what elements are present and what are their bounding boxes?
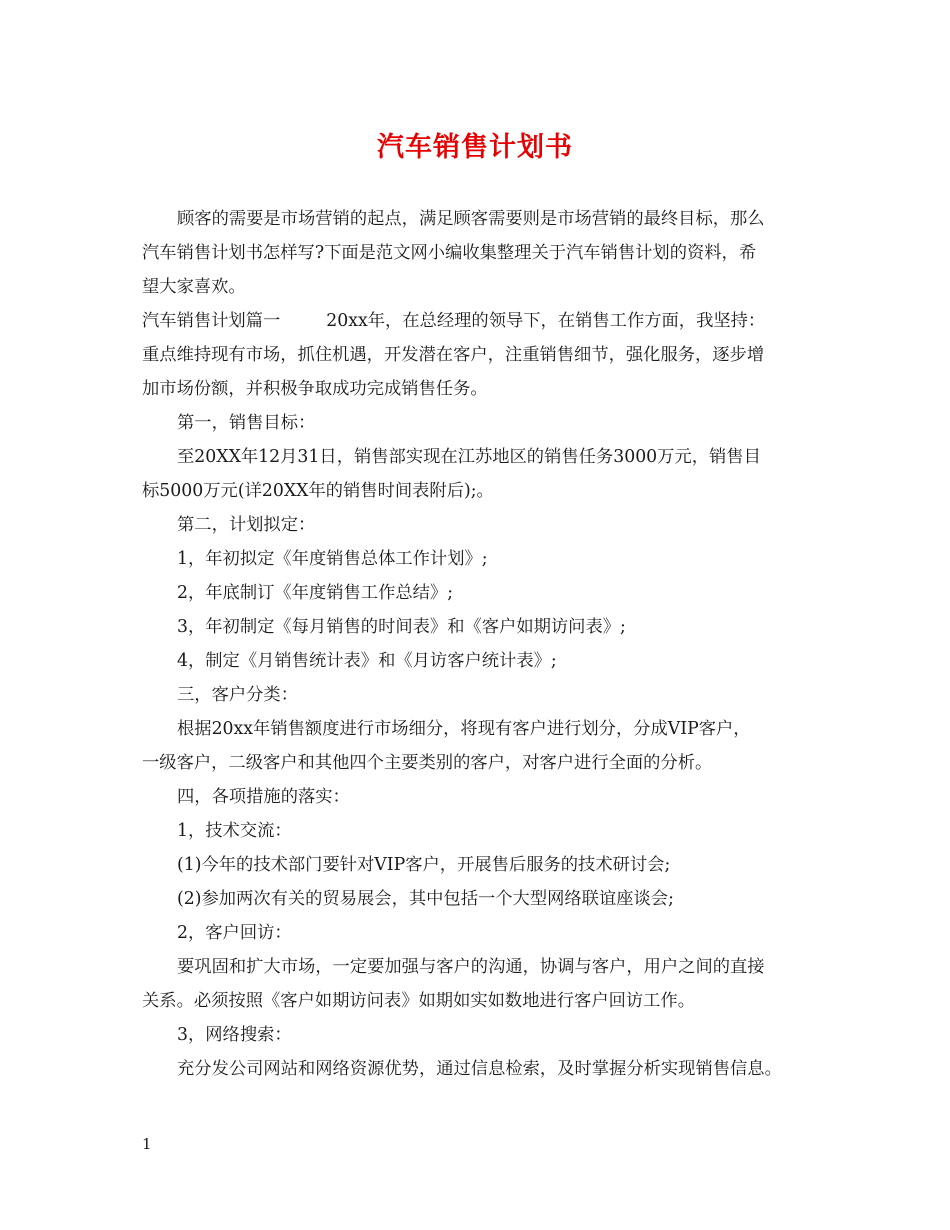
paragraph-line: 一级客户，二级客户和其他四个主要类别的客户，对客户进行全面的分析。 [142,753,713,773]
list-item: 2，年底制订《年度销售工作总结》; [177,583,454,603]
paragraph-line: 标5000万元(详20XX年的销售时间表附后);。 [142,481,494,501]
list-item: 3，网络搜索： [177,1025,292,1045]
subheading-line: 四，各项措施的落实： [177,787,350,807]
list-item: 3，年初制定《每月销售的时间表》和《客户如期访问表》; [177,617,626,637]
list-item: 1，技术交流： [177,821,292,841]
paragraph-line: 汽车销售计划书怎样写?下面是范文网小编收集整理关于汽车销售计划的资料，希 [142,243,757,263]
paragraph-line: 根据20xx年销售额度进行市场细分，将现有客户进行划分，分成VIP客户， [177,719,751,739]
paragraph-line: 加市场份额，并积极争取成功完成销售任务。 [142,379,488,399]
paragraph-line: 至20XX年12月31日，销售部实现在江苏地区的销售任务3000万元，销售目 [177,447,761,467]
paragraph-line: 要巩固和扩大市场，一定要加强与客户的沟通，协调与客户，用户之间的直接 [177,957,765,977]
paragraph-line: 充分发公司网站和网络资源优势，通过信息检索，及时掌握分析实现销售信息。 [177,1059,782,1079]
list-item: 1，年初拟定《年度销售总体工作计划》; [177,549,488,569]
document-title: 汽车销售计划书 [377,132,573,163]
document-body [142,202,826,1086]
paragraph-line: 关系。必须按照《客户如期访问表》如期如实如数地进行客户回访工作。 [142,991,696,1011]
list-item: (2)参加两次有关的贸易展会，其中包括一个大型网络联谊座谈会; [177,889,674,909]
paragraph-text: 20xx年，在总经理的领导下，在销售工作方面，我坚持： [326,311,766,331]
list-item: (1)今年的技术部门要针对VIP客户，开展售后服务的技术研讨会; [177,855,671,875]
paragraph-line: 望大家喜欢。 [142,277,246,297]
list-item: 2，客户回访： [177,923,292,943]
paragraph-line: 顾客的需要是市场营销的起点，满足顾客需要则是市场营销的最终目标，那么 [177,209,765,229]
paragraph-line: 重点维持现有市场，抓住机遇，开发潜在客户，注重销售细节，强化服务，逐步增 [142,345,765,365]
subheading-line: 第一，销售目标： [177,413,316,433]
subheading-line: 三，客户分类： [177,685,298,705]
section-heading-line [142,304,826,338]
page-number: 1 [142,1135,152,1153]
list-item: 4，制定《月销售统计表》和《月访客户统计表》; [177,651,557,671]
subheading-line: 第二，计划拟定： [177,515,316,535]
section-heading: 汽车销售计划篇一 [142,311,281,331]
